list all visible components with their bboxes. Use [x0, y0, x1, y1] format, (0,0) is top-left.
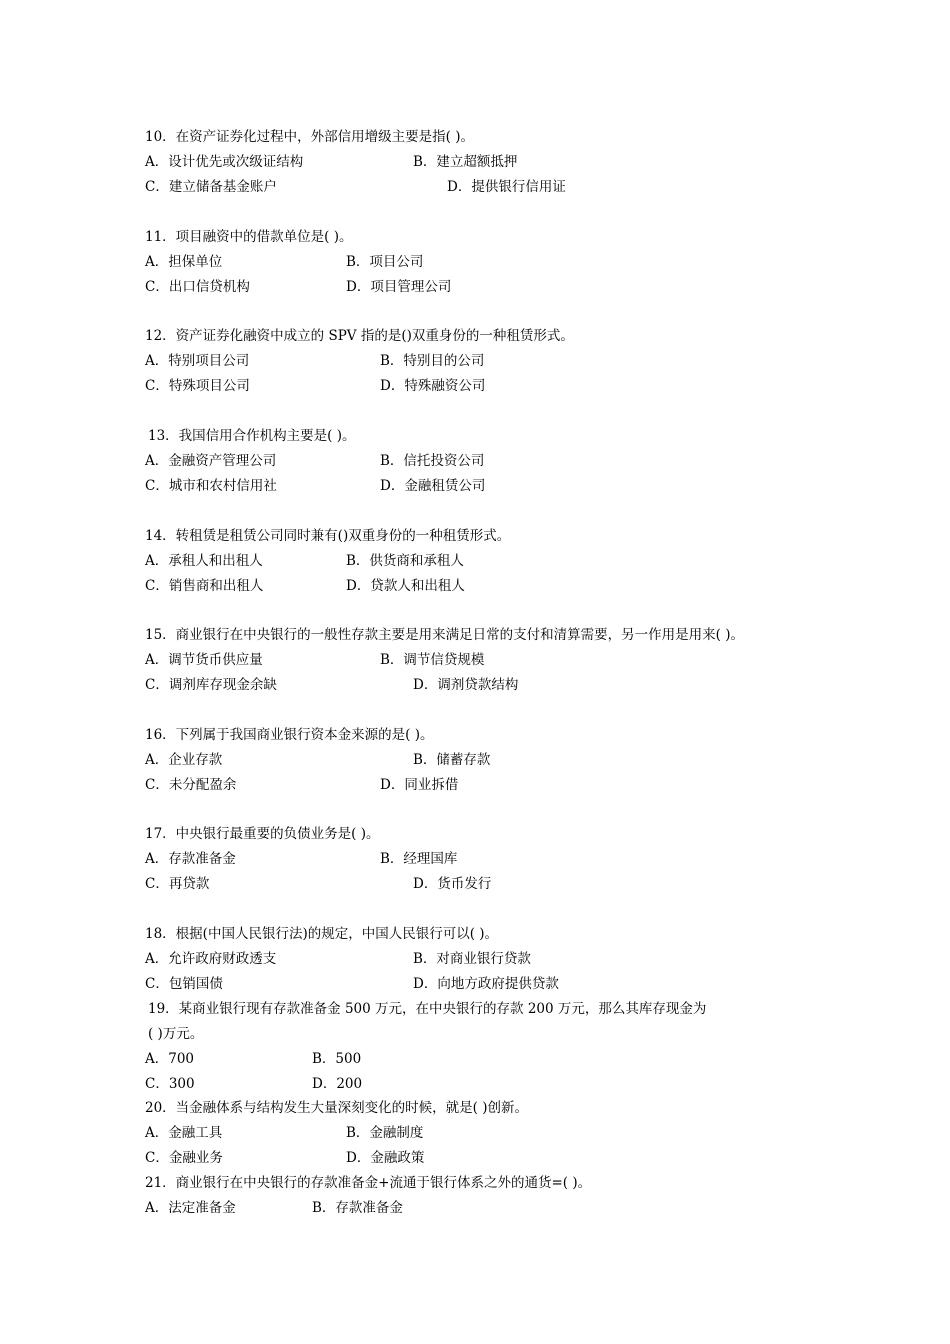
question-17-option-a: A．存款准备金 [145, 851, 236, 867]
question-21-option-b: B．存款准备金 [312, 1200, 403, 1216]
question-18-option-a: A．允许政府财政透支 [145, 951, 277, 967]
question-12-option-c: C．特殊项目公司 [145, 378, 250, 394]
question-19-option-b: B．500 [312, 1051, 362, 1067]
question-10-option-d: D．提供银行信用证 [447, 179, 566, 195]
question-13-stem: 13．我国信用合作机构主要是( )。 [148, 428, 356, 444]
question-10-stem: 10．在资产证券化过程中，外部信用增级主要是指( )。 [145, 129, 475, 145]
question-20-option-a: A．金融工具 [145, 1125, 223, 1141]
question-13-option-d: D．金融租赁公司 [380, 478, 486, 494]
question-21-stem: 21．商业银行在中央银行的存款准备金+流通于银行体系之外的通货=( )。 [145, 1175, 592, 1191]
question-15-option-d: D．调剂贷款结构 [413, 677, 519, 693]
question-15-option-c: C．调剂库存现金余缺 [145, 677, 277, 693]
question-14-stem: 14．转租赁是租赁公司同时兼有()双重身份的一种租赁形式。 [145, 528, 511, 544]
question-11-option-a: A．担保单位 [145, 254, 223, 270]
question-18-option-c: C．包销国债 [145, 976, 223, 992]
question-16-option-c: C．未分配盈余 [145, 777, 237, 793]
question-14-option-a: A．承租人和出租人 [145, 553, 263, 569]
question-14-option-d: D．贷款人和出租人 [346, 578, 465, 594]
question-21-option-a: A．法定准备金 [145, 1200, 236, 1216]
question-12-option-a: A．特别项目公司 [145, 353, 250, 369]
question-16-option-d: D．同业拆借 [380, 777, 459, 793]
question-11-option-c: C．出口信贷机构 [145, 279, 250, 295]
question-17-option-d: D．货币发行 [413, 876, 492, 892]
question-10-option-c: C．建立储备基金账户 [145, 179, 277, 195]
question-20-stem: 20．当金融体系与结构发生大量深刻变化的时候，就是( )创新。 [145, 1100, 529, 1116]
question-19-option-c: C．300 [145, 1076, 195, 1092]
question-17-option-c: C．再贷款 [145, 876, 210, 892]
question-20-option-d: D．金融政策 [346, 1150, 425, 1166]
question-10-option-b: B．建立超额抵押 [413, 154, 518, 170]
question-20-option-c: C．金融业务 [145, 1150, 223, 1166]
question-16-option-b: B．储蓄存款 [413, 752, 491, 768]
question-14-option-b: B．供货商和承租人 [346, 553, 464, 569]
question-19-stem-continuation: ( )万元。 [148, 1026, 204, 1042]
question-19-option-d: D．200 [312, 1076, 363, 1092]
question-18-option-d: D．向地方政府提供贷款 [413, 976, 559, 992]
question-11-option-b: B．项目公司 [346, 254, 424, 270]
question-14-option-c: C．销售商和出租人 [145, 578, 264, 594]
question-15-stem: 15．商业银行在中央银行的一般性存款主要是用来满足日常的支付和清算需要，另一作用是用来( )。 [145, 627, 745, 643]
question-13-option-a: A．金融资产管理公司 [145, 453, 277, 469]
question-13-option-c: C．城市和农村信用社 [145, 478, 277, 494]
question-12-option-b: B．特别目的公司 [380, 353, 485, 369]
question-12-option-d: D．特殊融资公司 [380, 378, 486, 394]
question-11-option-d: D．项目管理公司 [346, 279, 452, 295]
question-18-stem: 18．根据(中国人民银行法)的规定，中国人民银行可以( )。 [145, 926, 499, 942]
question-15-option-b: B．调节信贷规模 [380, 652, 485, 668]
question-16-option-a: A．企业存款 [145, 752, 223, 768]
question-19-stem: 19．某商业银行现有存款准备金 500 万元，在中央银行的存款 200 万元，那么其库存现金为 [148, 1001, 707, 1017]
question-20-option-b: B．金融制度 [346, 1125, 424, 1141]
question-16-stem: 16．下列属于我国商业银行资本金来源的是( )。 [145, 727, 434, 743]
question-19-option-a: A．700 [145, 1051, 195, 1067]
question-10-option-a: A．设计优先或次级证结构 [145, 154, 304, 170]
question-17-stem: 17．中央银行最重要的负债业务是( )。 [145, 826, 380, 842]
question-11-stem: 11．项目融资中的借款单位是( )。 [145, 229, 353, 245]
question-12-stem: 12．资产证券化融资中成立的 SPV 指的是()双重身份的一种租赁形式。 [145, 328, 574, 344]
question-18-option-b: B．对商业银行贷款 [413, 951, 531, 967]
question-13-option-b: B．信托投资公司 [380, 453, 485, 469]
question-15-option-a: A．调节货币供应量 [145, 652, 263, 668]
question-17-option-b: B．经理国库 [380, 851, 458, 867]
